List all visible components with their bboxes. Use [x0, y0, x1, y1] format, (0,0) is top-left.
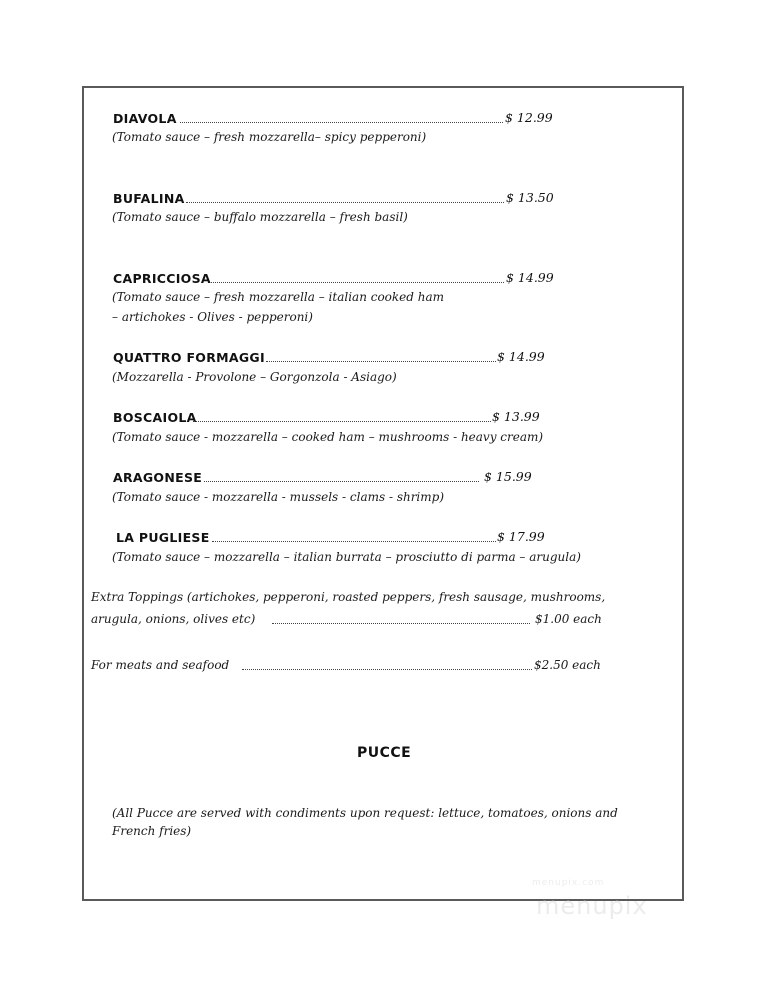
item-name-aragonese: ARAGONESE	[113, 470, 203, 485]
item-name-quattro-formaggi: QUATTRO FORMAGGI	[113, 350, 265, 365]
item-price-aragonese: $ 15.99	[484, 469, 532, 484]
watermark-logo: menupix	[536, 892, 648, 920]
item-desc-capricciosa-2: – artichokes - Olives - pepperoni)	[112, 310, 313, 324]
item-price-quattro-formaggi: $ 14.99	[497, 349, 545, 364]
meats-seafood-text: For meats and seafood	[91, 658, 230, 672]
leader-dots	[242, 669, 532, 670]
leader-dots	[204, 481, 479, 482]
item-price-capricciosa: $ 14.99	[506, 270, 554, 285]
leader-dots	[180, 122, 503, 123]
item-desc-boscaiola: (Tomato sauce - mozzarella – cooked ham – mushrooms - heavy cream)	[112, 430, 544, 444]
leader-dots	[193, 421, 491, 422]
leader-dots	[266, 361, 496, 362]
item-desc-diavola: (Tomato sauce – fresh mozzarella– spicy pepperoni)	[112, 130, 427, 144]
extra-toppings-price: $1.00 each	[535, 612, 602, 626]
leader-dots	[212, 541, 496, 542]
item-name-diavola: DIAVOLA	[113, 111, 177, 126]
extra-toppings-text: Extra Toppings (artichokes, pepperoni, roasted peppers, fresh sausage, mushrooms,	[91, 590, 606, 604]
leader-dots	[211, 282, 504, 283]
item-name-bufalina: BUFALINA	[113, 191, 185, 206]
item-desc-aragonese: (Tomato sauce - mozzarella - mussels - clams - shrimp)	[112, 490, 445, 504]
pucce-note: (All Pucce are served with condiments upon request: lettuce, tomatoes, onions and	[112, 806, 618, 820]
pucce-note-2: French fries)	[112, 824, 192, 838]
leader-dots	[186, 202, 504, 203]
leader-dots	[272, 623, 530, 624]
item-desc-bufalina: (Tomato sauce – buffalo mozzarella – fresh basil)	[112, 210, 408, 224]
item-price-la-pugliese: $ 17.99	[497, 529, 545, 544]
extra-toppings-text-2: arugula, onions, olives etc)	[91, 612, 256, 626]
meats-seafood-price: $2.50 each	[534, 658, 601, 672]
item-price-diavola: $ 12.99	[505, 110, 553, 125]
item-desc-la-pugliese: (Tomato sauce – mozzarella – italian burrata – prosciutto di parma – arugula)	[112, 550, 581, 564]
item-price-bufalina: $ 13.50	[506, 190, 554, 205]
item-name-boscaiola: BOSCAIOLA	[113, 410, 197, 425]
item-desc-capricciosa: (Tomato sauce – fresh mozzarella – italian cooked ham	[112, 290, 445, 304]
item-name-la-pugliese: LA PUGLIESE	[116, 530, 210, 545]
item-name-capricciosa: CAPRICCIOSA	[113, 271, 211, 286]
item-desc-quattro-formaggi: (Mozzarella - Provolone – Gorgonzola - Asiago)	[112, 370, 397, 384]
watermark-url: menupix.com	[532, 878, 605, 888]
section-title-pucce: PUCCE	[357, 745, 412, 761]
item-price-boscaiola: $ 13.99	[492, 409, 540, 424]
